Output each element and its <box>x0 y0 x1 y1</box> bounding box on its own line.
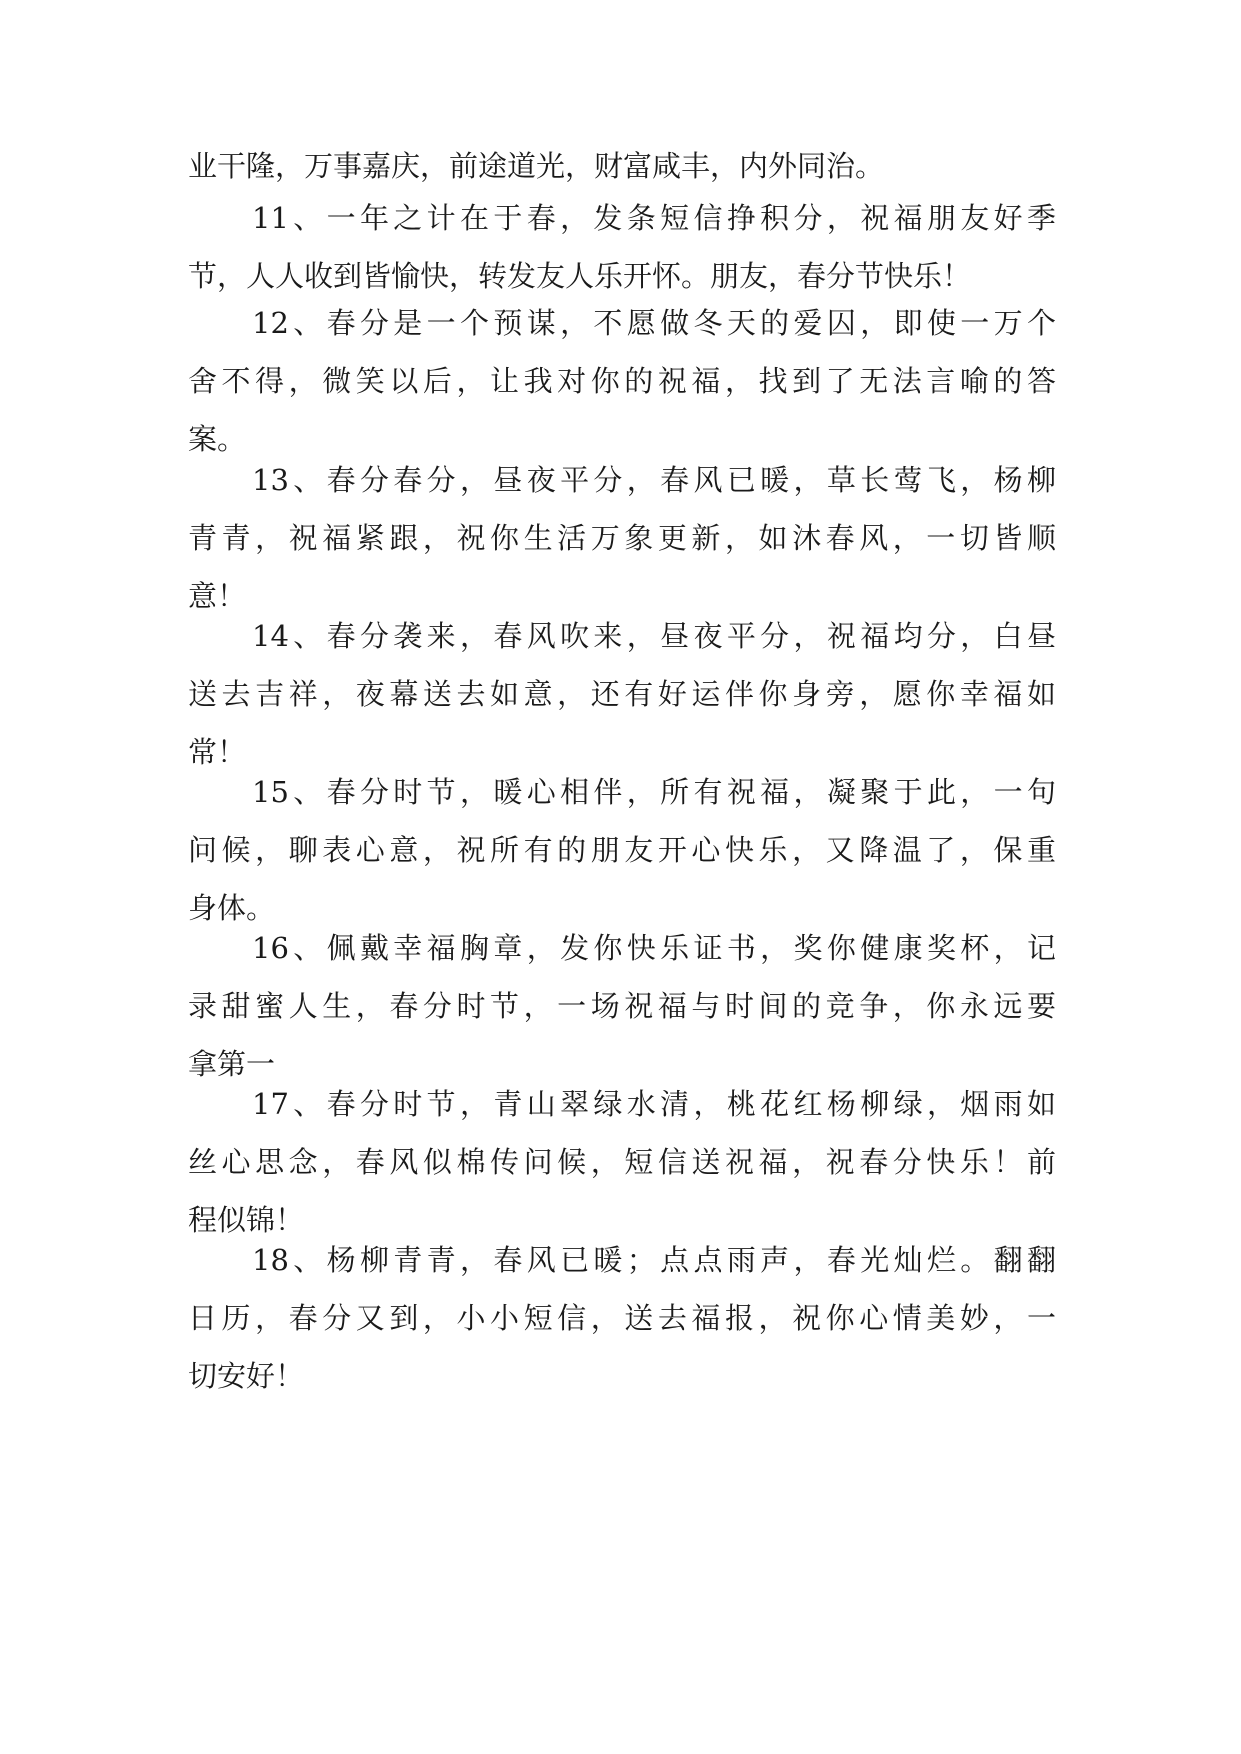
paragraph-line: 案。 <box>188 422 247 456</box>
paragraph-line: 常！ <box>188 735 247 769</box>
paragraph-line: 意！ <box>188 579 247 613</box>
paragraph-line: 业干隆，万事嘉庆，前途道光，财富咸丰，内外同治。 <box>188 149 885 183</box>
paragraph-18 <box>188 1231 1056 1405</box>
paragraph-line: 拿第一 <box>188 1047 276 1081</box>
paragraph-13 <box>188 451 1056 625</box>
paragraph-line: 身体。 <box>188 891 276 925</box>
paragraph-line: 录甜蜜人生，春分时节，一场祝福与时间的竞争，你永远要 <box>188 989 1056 1023</box>
paragraph-line: 16、佩戴幸福胸章，发你快乐证书，奖你健康奖杯，记 <box>252 931 1056 965</box>
paragraph-line: 15、春分时节，暖心相伴，所有祝福，凝聚于此，一句 <box>252 775 1056 809</box>
paragraph-line: 节，人人收到皆愉快，转发友人乐开怀。朋友，春分节快乐！ <box>188 259 972 293</box>
paragraph-line: 18、杨柳青青，春风已暖；点点雨声，春光灿烂。翻翻 <box>252 1243 1056 1277</box>
paragraph-15 <box>188 763 1056 937</box>
paragraph-line: 程似锦！ <box>188 1203 305 1237</box>
paragraph-12 <box>188 294 1056 468</box>
paragraph-line: 丝心思念，春风似棉传问候，短信送祝福，祝春分快乐！前 <box>188 1145 1056 1179</box>
paragraph-line: 青青，祝福紧跟，祝你生活万象更新，如沐春风，一切皆顺 <box>188 521 1056 555</box>
paragraph-line: 11、一年之计在于春，发条短信挣积分，祝福朋友好季 <box>252 201 1056 235</box>
paragraph-11 <box>188 189 1056 305</box>
paragraph-line: 送去吉祥，夜幕送去如意，还有好运伴你身旁，愿你幸福如 <box>188 677 1056 711</box>
paragraph-line: 切安好！ <box>188 1359 305 1393</box>
paragraph-line: 13、春分春分，昼夜平分，春风已暖，草长莺飞，杨柳 <box>252 463 1056 497</box>
paragraph-14 <box>188 607 1056 781</box>
paragraph-10-tail <box>188 137 1056 195</box>
paragraph-line: 14、春分袭来，春风吹来，昼夜平分，祝福均分，白昼 <box>252 619 1056 653</box>
paragraph-line: 12、春分是一个预谋，不愿做冬天的爱囚，即使一万个 <box>252 306 1056 340</box>
paragraph-line: 舍不得，微笑以后，让我对你的祝福，找到了无法言喻的答 <box>188 364 1056 398</box>
paragraph-16 <box>188 919 1056 1093</box>
paragraph-line: 日历，春分又到，小小短信，送去福报，祝你心情美妙，一 <box>188 1301 1056 1335</box>
paragraph-line: 17、春分时节，青山翠绿水清，桃花红杨柳绿，烟雨如 <box>252 1087 1056 1121</box>
paragraph-17 <box>188 1075 1056 1249</box>
paragraph-line: 问候，聊表心意，祝所有的朋友开心快乐，又降温了，保重 <box>188 833 1056 867</box>
